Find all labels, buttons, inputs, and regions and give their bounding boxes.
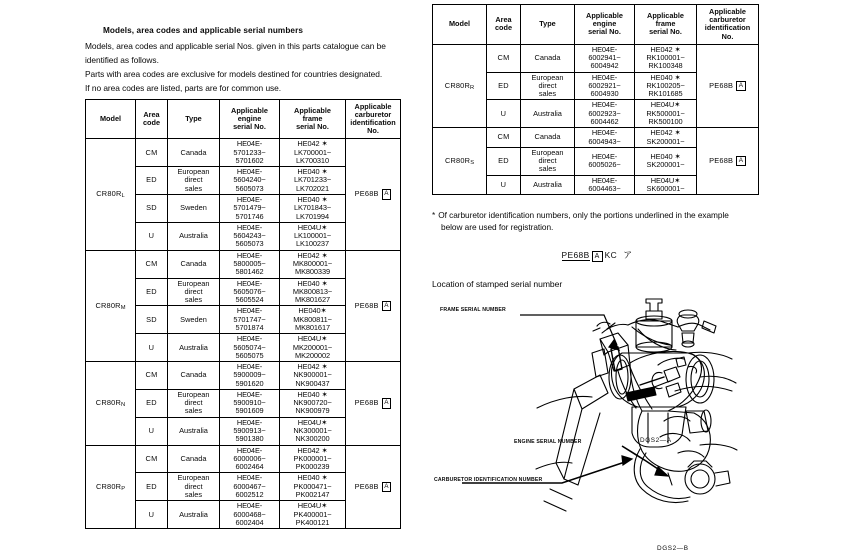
intro-line-4: If no area codes are listed, parts are for common use. <box>85 83 282 94</box>
cell-engine-serial: HE04E- 6004943~ <box>575 128 635 148</box>
cell-engine-serial: HE04E- 5701479~ 5701746 <box>220 195 280 223</box>
cell-type: European direct sales <box>168 473 220 501</box>
cell-frame-serial: HE040 ✶ NK900720~ NK900979 <box>280 389 346 417</box>
model-name: CR80R <box>95 300 121 310</box>
engine-line2: engine <box>237 113 262 123</box>
cell-area-code: CM <box>136 445 168 473</box>
cell-type: European direct sales <box>521 147 575 175</box>
cell-engine-serial: HE04E- 6000006~ 6002464 <box>220 445 280 473</box>
footnote-line-2: below are used for registration. <box>441 222 554 233</box>
engine-line3: serial No. <box>233 122 266 132</box>
cell-engine-serial: HE04E- 6000467~ 6002512 <box>220 473 280 501</box>
frame-serial-number-label: FRAME SERIAL NUMBER <box>440 306 506 313</box>
carburetor-footnote <box>432 209 762 233</box>
carburetor-box-a: A <box>736 156 746 166</box>
cell-type: Canada <box>521 44 575 72</box>
frame-line1: Applicable <box>647 11 684 21</box>
model-name: CR80R <box>95 398 122 408</box>
model-suffix: P <box>121 485 126 492</box>
carburetor-id-example <box>432 248 762 261</box>
cell-area-code: ED <box>136 389 168 417</box>
carb-line3: identification No. <box>704 23 751 41</box>
cell-engine-serial: HE04E- 5701747~ 5701874 <box>220 306 280 334</box>
model-name: CR80R <box>95 481 122 491</box>
col-header-type: Type <box>521 5 575 45</box>
cell-type: Canada <box>521 128 575 148</box>
col-header-carburetor-id <box>346 99 401 139</box>
cell-area-code: ED <box>487 147 521 175</box>
model-name: CR80R <box>444 155 471 165</box>
cell-engine-serial: HE04E- 5900009~ 5901620 <box>220 362 280 390</box>
cell-type: European direct sales <box>168 389 220 417</box>
col-header-engine-serial <box>575 5 635 45</box>
carburetor-code: PE68B <box>354 481 379 491</box>
cell-engine-serial: HE04E- 5800005~ 5801462 <box>220 250 280 278</box>
carburetor-code: PE68B <box>354 398 379 408</box>
col-header-area-code <box>487 5 521 45</box>
cell-type: Sweden <box>168 195 220 223</box>
table-row <box>86 362 401 390</box>
example-kana: ア <box>623 250 633 261</box>
engine-line1: Applicable <box>586 11 623 21</box>
model-suffix: L <box>121 193 125 200</box>
cell-frame-serial: HE042 ✶ SK200001~ <box>635 128 697 148</box>
col-header-area-code <box>136 99 168 139</box>
cell-engine-serial: HE04E- 5605076~ 5605524 <box>220 278 280 306</box>
cell-carburetor-id <box>697 44 759 128</box>
carburetor-box-a: A <box>382 189 392 199</box>
frame-line3: serial No. <box>649 27 682 37</box>
cell-engine-serial: HE04E- 5605074~ 5605075 <box>220 334 280 362</box>
intro-line-1: Models, area codes and applicable serial Nos. given in this parts catalogue can be <box>85 41 386 51</box>
carb-line1: Applicable <box>709 7 746 16</box>
frame-line2: frame <box>655 19 676 29</box>
carburetor-code: PE68B <box>709 156 734 166</box>
cell-area-code: U <box>487 175 521 195</box>
cell-engine-serial: HE04E- 6002921~ 6004930 <box>575 72 635 100</box>
cell-area-code: CM <box>136 139 168 167</box>
col-header-frame-serial <box>280 99 346 139</box>
diagram-code-a: DGS2—A <box>640 436 672 444</box>
col-header-carburetor-id <box>697 5 759 45</box>
cell-engine-serial: HE04E- 5604240~ 5605073 <box>220 167 280 195</box>
cell-area-code: SD <box>136 306 168 334</box>
cell-area-code: ED <box>136 278 168 306</box>
cell-frame-serial: HE04U✶ RK500001~ RK500100 <box>635 100 697 128</box>
cell-type: European direct sales <box>168 278 220 306</box>
cell-type: Canada <box>168 362 220 390</box>
section-title: Models, area codes and applicable serial numbers <box>103 26 304 35</box>
carb-line3: identification No. <box>350 117 396 136</box>
left-serial-number-table <box>85 99 401 530</box>
carburetor-box-a: A <box>382 398 392 408</box>
cell-carburetor-id <box>346 139 401 250</box>
carburetor-identification-number-label: CARBURETOR IDENTIFICATION NUMBER <box>434 476 543 483</box>
cell-area-code: CM <box>487 128 521 148</box>
cell-area-code: SD <box>136 195 168 223</box>
carb-line2: carburetor <box>709 15 746 25</box>
intro-line-2: identified as follows. <box>85 55 159 66</box>
model-suffix: N <box>121 402 126 409</box>
col-header-model: Model <box>433 5 487 45</box>
intro-paragraph <box>85 42 400 94</box>
cell-model <box>433 128 487 195</box>
cell-carburetor-id <box>346 250 401 361</box>
cell-engine-serial: HE04E- 6000468~ 6002404 <box>220 501 280 529</box>
carburetor-code: PE68B <box>354 189 379 199</box>
model-suffix: S <box>470 159 475 166</box>
cell-model <box>86 362 136 446</box>
table-row <box>86 445 401 473</box>
cell-area-code: U <box>136 501 168 529</box>
example-suffix: KC <box>604 250 618 261</box>
cell-frame-serial: HE042 ✶ NK900001~ NK900437 <box>280 362 346 390</box>
cell-frame-serial: HE042 ✶ MK800001~ MK800339 <box>280 250 346 278</box>
cell-area-code: ED <box>487 72 521 100</box>
table-row <box>86 139 401 167</box>
cell-area-code: U <box>136 417 168 445</box>
cell-type: Sweden <box>168 306 220 334</box>
cell-model <box>86 250 136 361</box>
area-code-line2: code <box>142 117 161 127</box>
engine-line1: Applicable <box>231 105 268 115</box>
left-table-head <box>86 99 401 139</box>
cell-type: Canada <box>168 250 220 278</box>
engine-line2: engine <box>592 19 617 29</box>
cell-type: Canada <box>168 139 220 167</box>
cell-area-code: U <box>487 100 521 128</box>
cell-type: Australia <box>168 417 220 445</box>
cell-carburetor-id <box>346 445 401 529</box>
cell-carburetor-id <box>697 128 759 195</box>
motorcycle-line-art <box>432 293 762 523</box>
cell-frame-serial: HE04U✶ SK600001~ <box>635 175 697 195</box>
intro-line-3: Parts with area codes are exclusive for models destined for countries designated. <box>85 69 383 80</box>
cell-type: Australia <box>168 222 220 250</box>
engine-serial-number-label: ENGINE SERIAL NUMBER <box>514 438 582 445</box>
cell-frame-serial: HE040 ✶ LK701233~ LK702021 <box>280 167 346 195</box>
cell-frame-serial: HE040✶ MK800811~ MK801617 <box>280 306 346 334</box>
cell-area-code: CM <box>136 362 168 390</box>
carburetor-code: PE68B <box>709 80 734 90</box>
cell-type: Australia <box>521 100 575 128</box>
cell-model <box>86 445 136 529</box>
carburetor-code: PE68B <box>354 300 379 310</box>
carburetor-box-a: A <box>736 81 746 91</box>
cell-frame-serial: HE04U✶ MK200001~ MK200002 <box>280 334 346 362</box>
cell-engine-serial: HE04E- 6002941~ 6004942 <box>575 44 635 72</box>
cell-carburetor-id <box>346 362 401 446</box>
cell-frame-serial: HE04U✶ LK100001~ LK100237 <box>280 222 346 250</box>
carb-line2: carburetor <box>354 109 392 119</box>
cell-engine-serial: HE04E- 6005026~ <box>575 147 635 175</box>
location-title: Location of stamped serial number <box>432 278 563 289</box>
cell-frame-serial: HE042 ✶ LK700001~ LK700310 <box>280 139 346 167</box>
col-header-model: Model <box>86 99 136 139</box>
right-table-header-row <box>433 5 759 45</box>
cell-area-code: CM <box>136 250 168 278</box>
footnote-star: * <box>432 210 436 221</box>
cell-type: Australia <box>168 334 220 362</box>
col-header-engine-serial <box>220 99 280 139</box>
col-header-type: Type <box>168 99 220 139</box>
model-name: CR80R <box>444 80 471 90</box>
footnote-line-1: Of carburetor identification numbers, only the portions underlined in the example <box>438 210 729 221</box>
right-column <box>432 4 762 552</box>
table-row <box>433 128 759 148</box>
model-suffix: R <box>470 84 475 91</box>
cell-engine-serial: HE04E- 5701233~ 5701602 <box>220 139 280 167</box>
cell-frame-serial: HE04U✶ PK400001~ PK400121 <box>280 501 346 529</box>
cell-area-code: U <box>136 334 168 362</box>
cell-area-code: ED <box>136 167 168 195</box>
cell-type: Canada <box>168 445 220 473</box>
cell-type: European direct sales <box>168 167 220 195</box>
cell-frame-serial: HE040 ✶ RK100205~ RK101685 <box>635 72 697 100</box>
carburetor-box-a: A <box>382 301 392 311</box>
col-header-frame-serial <box>635 5 697 45</box>
table-row <box>86 250 401 278</box>
cell-area-code: ED <box>136 473 168 501</box>
model-suffix: M <box>120 304 126 311</box>
left-column <box>85 26 400 529</box>
cell-area-code: U <box>136 222 168 250</box>
carb-line1: Applicable <box>354 101 392 111</box>
left-table-header-row <box>86 99 401 139</box>
frame-line1: Applicable <box>294 105 331 115</box>
cell-model <box>86 139 136 250</box>
area-code-line2: code <box>494 23 513 33</box>
cell-frame-serial: HE040 ✶ SK200001~ <box>635 147 697 175</box>
cell-frame-serial: HE040 ✶ PK000471~ PK002147 <box>280 473 346 501</box>
cell-frame-serial: HE040 ✶ MK800813~ MK801627 <box>280 278 346 306</box>
diagram-code-b: DGS2—B <box>657 544 689 552</box>
cell-frame-serial: HE042 ✶ PK000001~ PK000239 <box>280 445 346 473</box>
area-code-line1: Area <box>143 109 160 119</box>
right-serial-number-table <box>432 4 759 195</box>
cell-engine-serial: HE04E- 6004463~ <box>575 175 635 195</box>
cell-type: European direct sales <box>521 72 575 100</box>
example-box-a: A <box>592 251 603 262</box>
carburetor-box-a: A <box>382 482 392 492</box>
example-code: PE68B <box>561 250 590 261</box>
engine-line3: serial No. <box>588 27 621 37</box>
cell-engine-serial: HE04E- 5604243~ 5605073 <box>220 222 280 250</box>
right-table-head <box>433 5 759 45</box>
cell-frame-serial: HE042 ✶ RK100001~ RK100348 <box>635 44 697 72</box>
left-table-body <box>86 139 401 529</box>
cell-area-code: CM <box>487 44 521 72</box>
serial-number-location-diagram <box>432 293 762 552</box>
cell-type: Australia <box>168 501 220 529</box>
table-row <box>433 44 759 72</box>
cell-engine-serial: HE04E- 6002923~ 6004462 <box>575 100 635 128</box>
cell-frame-serial: HE040 ✶ LK701843~ LK701994 <box>280 195 346 223</box>
frame-line2: frame <box>302 113 323 123</box>
cell-type: Australia <box>521 175 575 195</box>
frame-line3: serial No. <box>296 122 329 132</box>
cell-model <box>433 44 487 128</box>
model-name: CR80R <box>96 189 122 199</box>
cell-engine-serial: HE04E- 5900910~ 5901609 <box>220 389 280 417</box>
right-table-body <box>433 44 759 195</box>
cell-frame-serial: HE04U✶ NK300001~ NK300200 <box>280 417 346 445</box>
area-code-line1: Area <box>495 15 512 25</box>
cell-engine-serial: HE04E- 5900913~ 5901380 <box>220 417 280 445</box>
